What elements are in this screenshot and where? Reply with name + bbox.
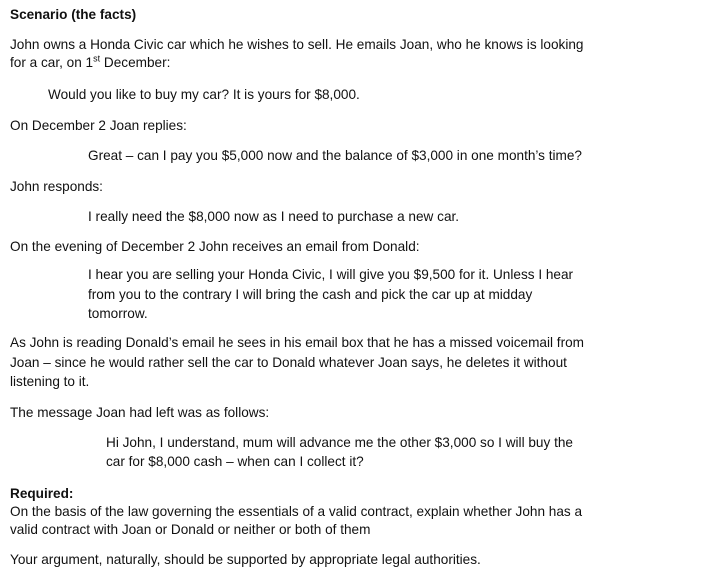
quote-donald-line-3: tomorrow. [88,306,148,321]
quote-joan-counter: Great – can I pay you $5,000 now and the balance of $3,000 in one month’s time? [88,148,582,163]
para-reading-line-3: listening to it. [10,374,90,389]
closing-note: Your argument, naturally, should be supported by appropriate legal authorities. [10,552,481,567]
scenario-heading: Scenario (the facts) [10,7,137,22]
quote-donald-line-1: I hear you are selling your Honda Civic, I will give you $9,500 for it. Unless I hear [88,267,574,282]
intro-line-1: John owns a Honda Civic car which he wishes to sell. He emails Joan, who he knows is looking [10,37,584,52]
quote-joan-message-line-2: car for $8,000 cash – when can I collect it? [106,454,364,469]
intro-line-2-text: for a car, on 1 [10,55,94,70]
para-joan-replies: On December 2 Joan replies: [10,118,187,133]
para-message-intro: The message Joan had left was as follows: [10,405,270,420]
para-donald-email: On the evening of December 2 John receives an email from Donald: [10,239,420,254]
quote-john-offer: Would you like to buy my car? It is yours for $8,000. [48,87,360,102]
required-line-2: valid contract with Joan or Donald or neither or both of them [10,522,371,537]
required-label: Required: [10,486,74,501]
para-reading-line-2: Joan – since he would rather sell the car to Donald whatever Joan says, he deletes it without [10,355,567,370]
intro-line-2 [10,54,170,72]
required-line-1: On the basis of the law governing the essentials of a valid contract, explain whether John has a [10,504,583,519]
ordinal-suffix: st [93,53,101,64]
para-john-responds: John responds: [10,179,103,194]
quote-john-reply: I really need the $8,000 now as I need to purchase a new car. [88,209,460,224]
intro-line-2-end: December: [100,55,171,70]
para-reading-line-1: As John is reading Donald’s email he sees in his email box that he has a missed voicemail from [10,335,584,350]
quote-joan-message-line-1: Hi John, I understand, mum will advance me the other $3,000 so I will buy the [106,435,573,450]
quote-donald-line-2: from you to the contrary I will bring the cash and pick the car up at midday [88,287,533,302]
